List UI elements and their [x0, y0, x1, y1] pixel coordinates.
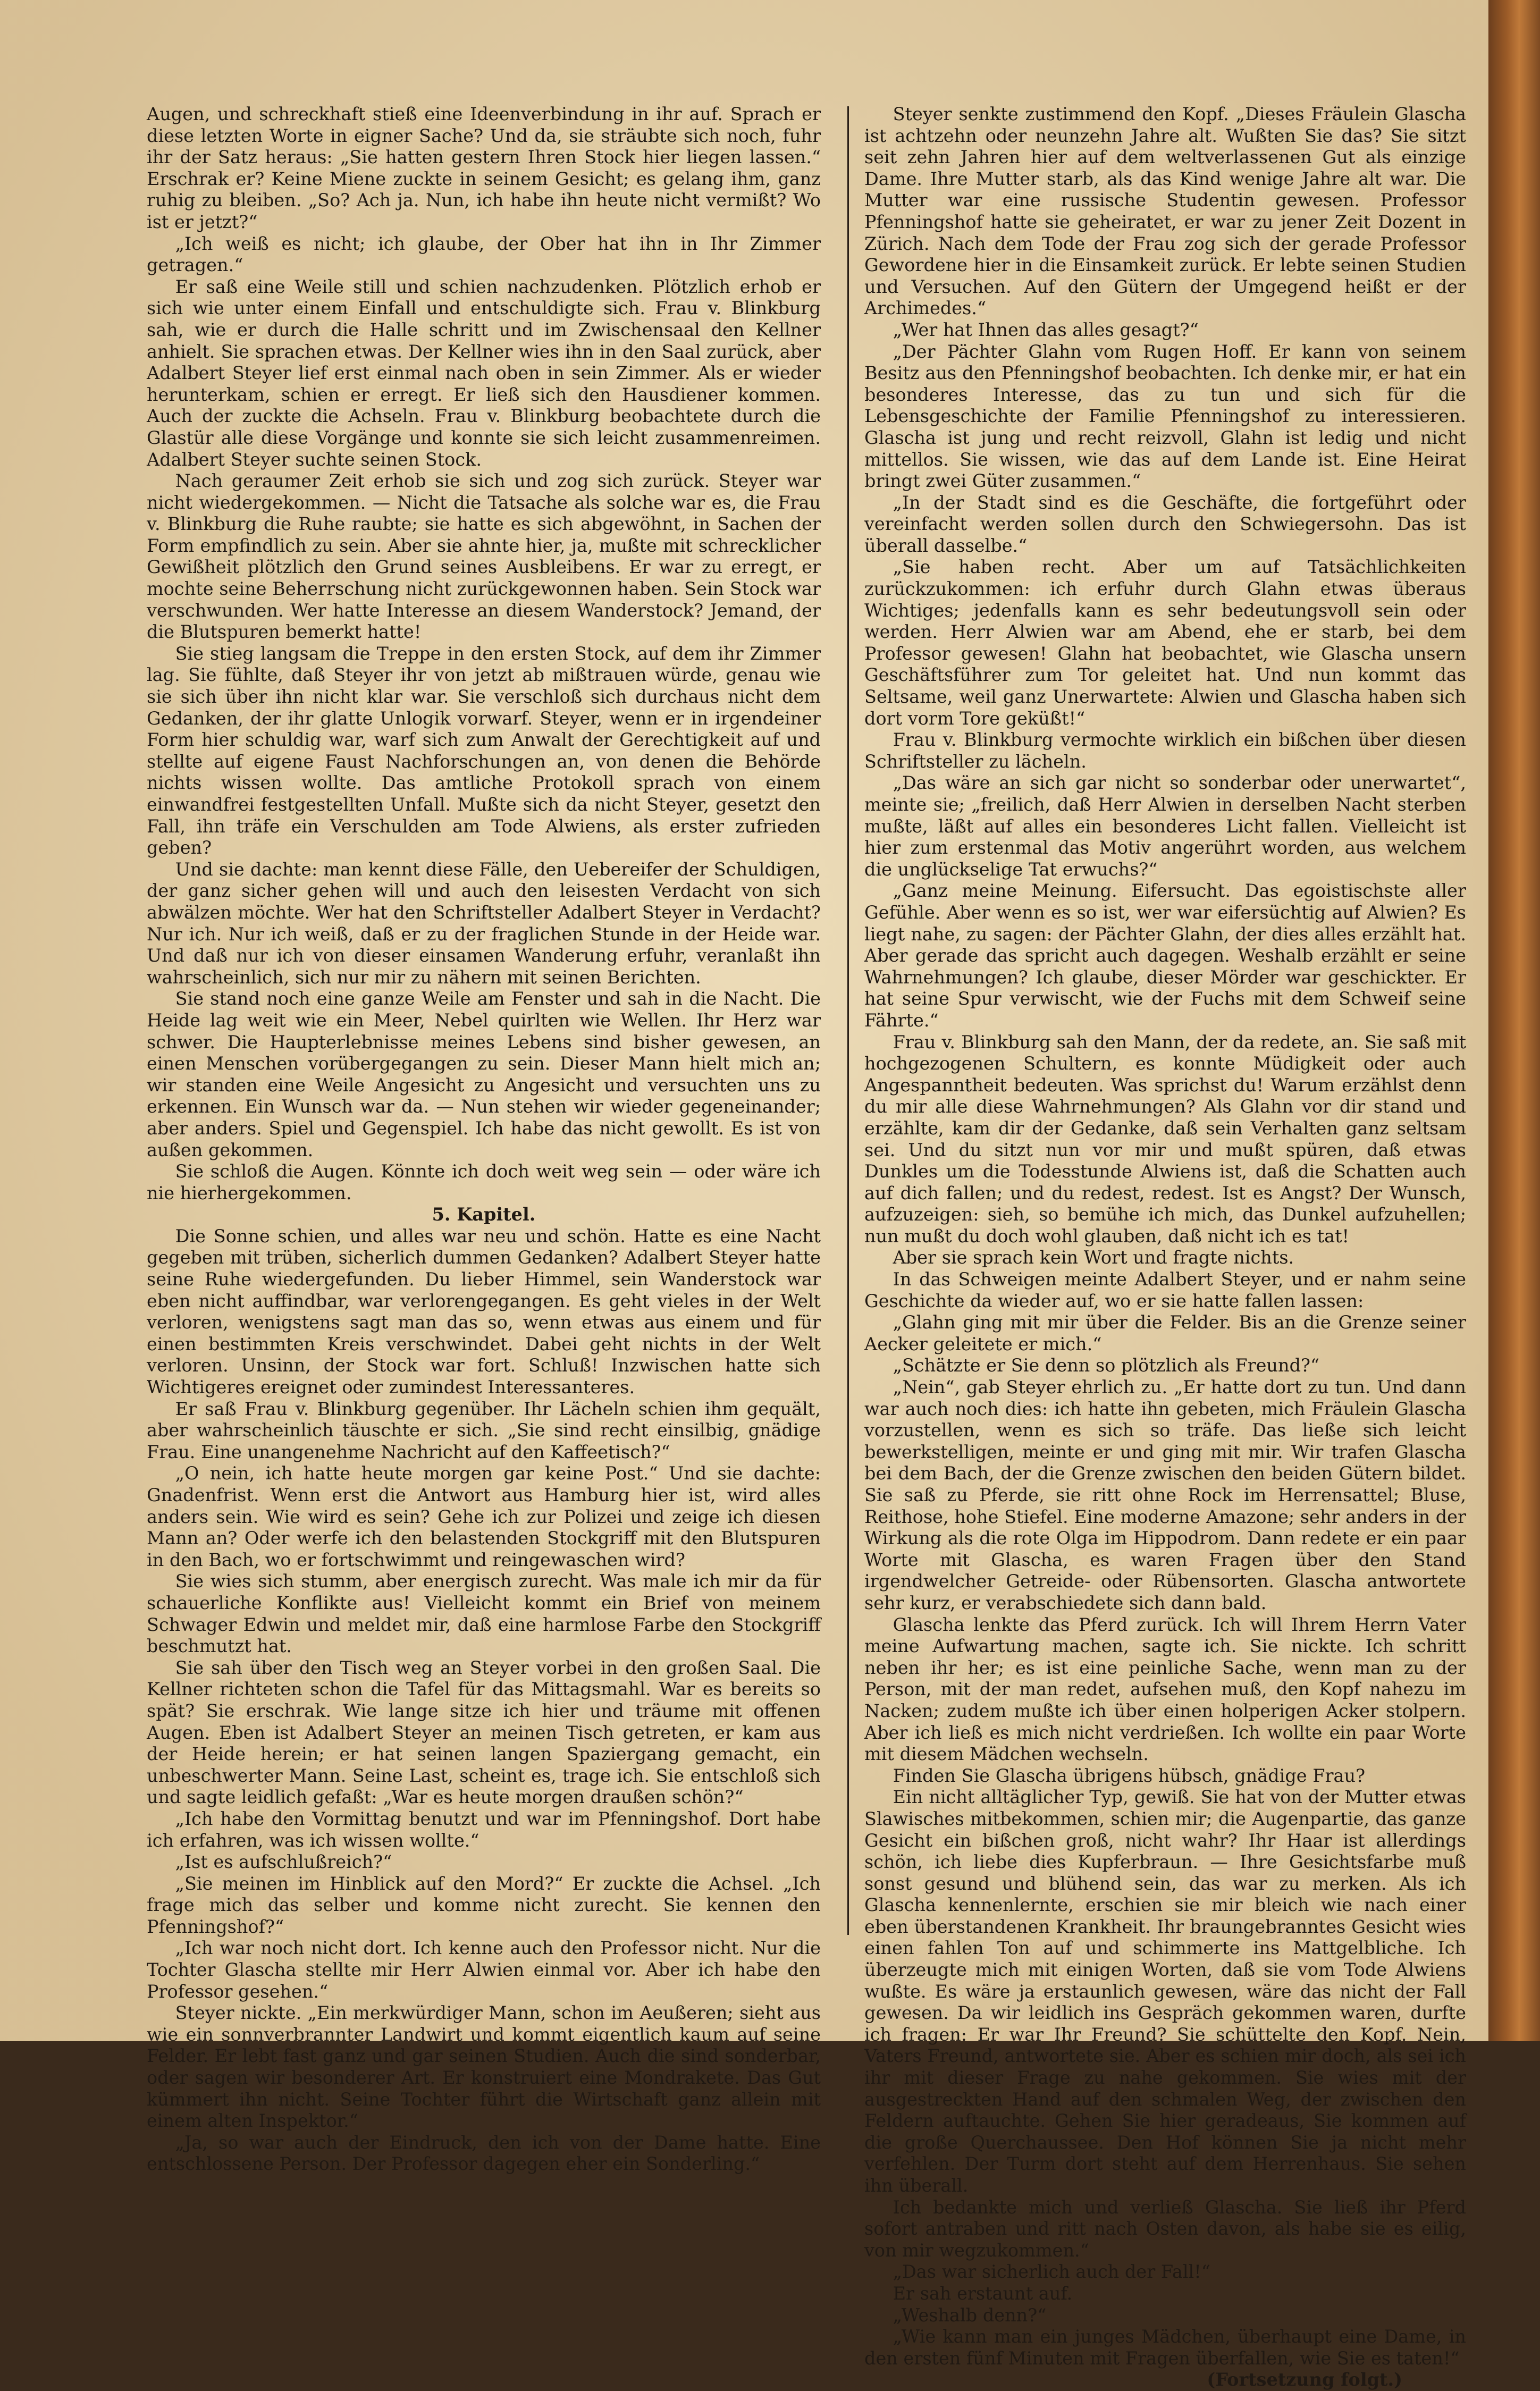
paragraph: „Weshalb denn?“	[893, 2304, 1047, 2326]
right-column	[864, 104, 1466, 2390]
paragraph: Finden Sie Glascha übrigens hübsch, gnädige Frau?	[893, 1765, 1366, 1786]
paragraph: Augen, und schreckhaft stieß eine Ideenverbindung in ihr auf. Sprach er diese letzten Worte in eigner Sache? Und da, sie sträubte sich noch, fuhr ihr der Satz heraus: „Sie hatten gestern Ihren Stock hier liegen lassen.“ Erschrak er? Keine Miene zuckte in seinem Gesicht; es gelang ihm, ganz ruhig zu bleiben. „So? Ach ja. Nun, ich habe ihn heute nicht vermißt? Wo ist er jetzt?“	[147, 104, 821, 232]
paragraph: Sie stand noch eine ganze Weile am Fenster und sah in die Nacht. Die Heide lag weit wie ein Meer, Nebel quirlten wie Wellen. Ihr Herz war schwer. Die Haupterlebnisse meines Lebens sind bisher gewesen, an einen Menschen vorübergegangen zu sein. Dieser Mann hielt mich an; wir standen eine Weile Angesicht zu Angesicht und versuchten uns zu erkennen. Ein Wunsch war da. — Nun stehen wir wieder gegeneinander; aber anders. Spiel und Gegenspiel. Ich habe das nicht gewollt. Es ist von außen gekommen.	[147, 988, 821, 1160]
paragraph: Sie stieg langsam die Treppe in den ersten Stock, auf dem ihr Zimmer lag. Sie fühlte, daß Steyer ihr von jetzt ab mißtrauen würde, genau wie sie sich über ihn nicht klar war. Sie verschloß sich durchaus nicht dem Gedanken, der ihr glatte Unlogik vorwarf. Steyer, wenn er in irgendeiner Form hier schuldig war, warf sich zum Anwalt der Gerechtigkeit auf und stellte auf eigene Faust Nachforschungen an, von denen die Behörde nichts wissen wollte. Das amtliche Protokoll sprach von einem einwandfrei festgestellten Unfall. Mußte sich da nicht Steyer, gesetzt den Fall, ihn träfe ein Verschulden am Tode Alwiens, als erster zufrieden geben?	[147, 643, 821, 858]
paragraph: Sie wies sich stumm, aber energisch zurecht. Was male ich mir da für schauerliche Konflikte aus! Vielleicht kommt ein Brief von meinem Schwager Edwin und meldet mir, daß eine harmlose Farbe den Stockgriff beschmutzt hat.	[147, 1571, 821, 1657]
paragraph: „Wer hat Ihnen das alles gesagt?“	[893, 319, 1199, 340]
binding-spine	[1488, 0, 1540, 2041]
left-column	[147, 104, 821, 2175]
paragraph: Glascha lenkte das Pferd zurück. Ich will Ihrem Herrn Vater meine Aufwartung machen, sagte ich. Sie nickte. Ich schritt neben ihr her; es ist eine peinliche Sache, wenn man zu der Person, mit der man redet, aufsehen muß, den Kopf nahezu im Nacken; zudem mußte ich über einen holperigen Acker stolpern. Aber ich ließ es mich nicht verdrießen. Ich wollte ein paar Worte mit diesem Mädchen wechseln.	[864, 1614, 1466, 1765]
paragraph: Er saß Frau v. Blinkburg gegenüber. Ihr Lächeln schien ihm gequält, aber wahrscheinlich täuschte er sich. „Sie sind recht einsilbig, gnädige Frau. Eine unangenehme Nachricht auf den Kaffeetisch?“	[147, 1398, 821, 1462]
paragraph: „Glahn ging mit mir über die Felder. Bis an die Grenze seiner Aecker geleitete er mich.“	[864, 1312, 1466, 1354]
paragraph: „Ich weiß es nicht; ich glaube, der Ober hat ihn in Ihr Zimmer getragen.“	[147, 233, 821, 276]
paragraph: „Das wäre an sich gar nicht so sonderbar oder unerwartet“, meinte sie; „freilich, daß Herr Alwien in derselben Nacht sterben mußte, läßt auf alles ein besonderes Licht fallen. Vielleicht ist hier zum erstenmal das Motiv angerührt worden, aus welchem die unglückselige Tat erwuchs?“	[864, 772, 1466, 880]
continuation-note: (Fortsetzung folgt.)	[1207, 2369, 1402, 2390]
paragraph: Die Sonne schien, und alles war neu und schön. Hatte es eine Nacht gegeben mit trüben, sicherlich dummen Gedanken? Adalbert Steyer hatte seine Ruhe wiedergefunden. Du lieber Himmel, sein Wanderstock war eben nicht auffindbar, war verlorengegangen. Es geht vieles in der Welt verloren, wenigstens sagt man das so, wenn etwas aus einem und für einen bestimmten Kreis verschwindet. Dabei geht nichts in der Welt verloren. Unsinn, der Stock war fort. Schluß! Inzwischen hatte sich Wichtigeres ereignet oder zumindest Interessanteres.	[147, 1225, 821, 1398]
paragraph: Er saß eine Weile still und schien nachzudenken. Plötzlich erhob er sich wie unter einem Einfall und entschuldigte sich. Frau v. Blinkburg sah, wie er durch die Halle schritt und im Zwischensaal den Kellner anhielt. Sie sprachen etwas. Der Kellner wies ihn in den Saal zurück, aber Adalbert Steyer lief erst einmal nach oben in sein Zimmer. Als er wieder herunterkam, schien er erregt. Er ließ sich den Hausdiener kommen. Auch der zuckte die Achseln. Frau v. Blinkburg beobachtete durch die Glastür alle diese Vorgänge und konnte sie sich leicht zusammenreimen. Adalbert Steyer suchte seinen Stock.	[147, 276, 821, 470]
paragraph: „Ich habe den Vormittag benutzt und war im Pfenningshof. Dort habe ich erfahren, was ich wissen wollte.“	[147, 1808, 821, 1851]
paragraph: „Sie meinen im Hinblick auf den Mord?“ Er zuckte die Achsel. „Ich frage mich das selber und komme nicht zurecht. Sie kennen den Pfenningshof?“	[147, 1873, 821, 1937]
paragraph: Er sah erstaunt auf.	[893, 2283, 1073, 2304]
paragraph: „O nein, ich hatte heute morgen gar keine Post.“ Und sie dachte: Gnadenfrist. Wenn erst die Antwort aus Hamburg hier ist, wird alles anders sein. Wie wird es sein? Gehe ich zur Polizei und zeige ich diesen Mann an? Oder werfe ich den belastenden Stockgriff mit den Blutspuren in den Bach, wo er fortschwimmt und reingewaschen wird?	[147, 1463, 821, 1570]
column-divider	[847, 106, 849, 1935]
paragraph: Steyer nickte. „Ein merkwürdiger Mann, schon im Aeußeren; sieht aus wie ein sonnverbrannter Landwirt und kommt eigentlich kaum auf seine Felder. Er lebt fast ganz und gar seinen Studien. Auch die sind sonderbar, oder sagen wir besonderer Art. Er konstruiert eine Mondrakete. Das Gut kümmert ihn nicht. Seine Tochter führt die Wirtschaft ganz allein mit einem alten Inspektor.“	[147, 2002, 821, 2132]
paragraph: „Der Pächter Glahn vom Rugen Hoff. Er kann von seinem Besitz aus den Pfenningshof beobachten. Ich denke mir, er hat ein besonderes Interesse, das zu tun und sich für die Lebensgeschichte der Familie Pfenningshof zu interessieren. Glascha ist jung und recht reizvoll, Glahn ist ledig und nicht mittellos. Sie wissen, wie das auf dem Lande ist. Eine Heirat bringt zwei Güter zusammen.“	[864, 341, 1466, 492]
paragraph: „Ist es aufschlußreich?“	[175, 1851, 392, 1873]
paragraph: „Schätzte er Sie denn so plötzlich als Freund?“	[893, 1355, 1320, 1376]
paragraph: Ich bedankte mich und verließ Glascha. Sie ließ ihr Pferd sofort antraben und ritt nach Osten davon, als habe sie es eilig, von mir wegzukommen.“	[864, 2196, 1466, 2261]
paragraph: Sie schloß die Augen. Könnte ich doch weit weg sein — oder wäre ich nie hierhergekommen.	[147, 1161, 821, 1203]
paragraph: „Das war sicherlich auch der Fall!“	[893, 2261, 1210, 2283]
paragraph: „Ganz meine Meinung. Eifersucht. Das egoistischste aller Gefühle. Aber wenn es so ist, wer war eifersüchtig auf Alwien? Es liegt nahe, zu sagen: der Pächter Glahn, der dies alles erzählt hat. Aber gerade das spricht auch dagegen. Weshalb erzählt er seine Wahrnehmungen? Ich glaube, dieser Mörder war geschickter. Er hat seine Spur verwischt, wie der Fuchs mit dem Schweif seine Fährte.“	[864, 880, 1466, 1031]
paragraph: „Wie kann man ein junges Mädchen, überhaupt eine Dame, in den ersten fünf Minuten mit Fragen überfallen, wie Sie es taten!“	[864, 2326, 1466, 2369]
paragraph: „Ich war noch nicht dort. Ich kenne auch den Professor nicht. Nur die Tochter Glascha stellte mir Herr Alwien einmal vor. Aber ich habe den Professor gesehen.“	[147, 1938, 821, 2002]
paragraph: Frau v. Blinkburg vermochte wirklich ein bißchen über diesen Schriftsteller zu lächeln.	[864, 729, 1466, 772]
paragraph: Frau v. Blinkburg sah den Mann, der da redete, an. Sie saß mit hochgezogenen Schultern, es konnte Müdigkeit oder auch Angespanntheit bedeuten. Was sprichst du! Warum erzählst denn du mir alle diese Wahrnehmungen? Als Glahn vor dir stand und erzählte, kam dir der Gedanke, daß sein Verhalten ganz seltsam sei. Und du sitzt nun vor mir und mußt spüren, daß etwas Dunkles um die Todesstunde Alwiens ist, daß die Schatten auch auf dich fallen; und du redest, redest. Ist es Angst? Der Wunsch, aufzuzeigen: sieh, so bemühe ich mich, das Dunkel aufzuhellen; nun mußt du doch wohl glauben, daß nicht ich es tat!	[864, 1031, 1466, 1247]
paragraph: Ein nicht alltäglicher Typ, gewiß. Sie hat von der Mutter etwas Slawisches mitbekommen, schien mir; die Augenpartie, das ganze Gesicht ein bißchen groß, nicht wahr? Ihr Haar ist allerdings schön, ich liebe dies Kupferbraun. — Ihre Gesichtsfarbe muß sonst gesund und blühend sein, das war zu merken. Als ich Glascha kennenlernte, erschien sie mir bleich wie nach einer eben überstandenen Krankheit. Ihr braungebranntes Gesicht wies einen fahlen Ton auf und schimmerte ins Mattgelbliche. Ich überzeugte mich mit einigen Worten, daß sie vom Tode Alwiens wußte. Es wäre ja erstaunlich gewesen, wäre das nicht der Fall gewesen. Da wir leidlich ins Gespräch gekommen waren, durfte ich fragen: Er war Ihr Freund? Sie schüttelte den Kopf. Nein, Vaters Freund, antwortete sie. Aber es schien mir doch, als sei ich ihr mit dieser Frage zu nahe gekommen. Sie wies mit der ausgestreckten Hand auf den schmalen Weg, der zwischen den Feldern auftauchte. Gehen Sie hier geradeaus, Sie kommen auf die große Querchaussee. Den Hof können Sie ja nicht mehr verfehlen. Der Turm dort steht auf dem Herrenhaus. Sie sehen ihn überall.	[864, 1787, 1466, 2196]
paragraph: Sie sah über den Tisch weg an Steyer vorbei in den großen Saal. Die Kellner richteten schon die Tafel für das Mittagsmahl. War es bereits so spät? Sie erschrak. Wie lange sitze ich hier und träume mit offenen Augen. Eben ist Adalbert Steyer an meinen Tisch getreten, er kam aus der Heide herein; er hat seinen langen Spaziergang gemacht, ein unbeschwerter Mann. Seine Last, scheint es, trage ich. Sie entschloß sich und sagte leidlich gefaßt: „War es heute morgen draußen schön?“	[147, 1657, 821, 1808]
paragraph: „Ja, so war auch der Eindruck, den ich von der Dame hatte. Eine entschlossene Person. Der Professor dagegen eher ein Sonderling.“	[147, 2132, 821, 2175]
paragraph: „In der Stadt sind es die Geschäfte, die fortgeführt oder vereinfacht werden sollen durch den Schwiegersohn. Das ist überall dasselbe.“	[864, 492, 1466, 556]
chapter-heading: 5. Kapitel.	[432, 1204, 536, 1225]
paragraph: In das Schweigen meinte Adalbert Steyer, und er nahm seine Geschichte da wieder auf, wo er sie hatte fallen lassen:	[864, 1269, 1466, 1311]
paragraph: „Nein“, gab Steyer ehrlich zu. „Er hatte dort zu tun. Und dann war auch noch dies: ich hatte ihn gebeten, mich Fräulein Glascha vorzustellen, wenn es sich so träfe. Das ließe sich leicht bewerkstelligen, meinte er und ging mit mir. Wir trafen Glascha bei dem Bach, der die Grenze zwischen den beiden Gütern bildet. Sie saß zu Pferde, sie ritt ohne Rock im Herrensattel; Bluse, Reithose, hohe Stiefel. Eine moderne Amazone; sehr anders in der Wirkung als die rote Olga im Hippodrom. Dann redete er ein paar Worte mit Glascha, es waren Fragen über den Stand irgendwelcher Getreide- oder Rübensorten. Glascha antwortete sehr kurz, er verabschiedete sich dann bald.	[864, 1377, 1466, 1613]
paragraph: Aber sie sprach kein Wort und fragte nichts.	[893, 1247, 1294, 1268]
paragraph: Nach geraumer Zeit erhob sie sich und zog sich zurück. Steyer war nicht wiedergekommen. — Nicht die Tatsache als solche war es, die Frau v. Blinkburg die Ruhe raubte; sie hatte es sich abgewöhnt, in Sachen der Form empfindlich zu sein. Aber sie ahnte hier, ja, mußte mit schrecklicher Gewißheit plötzlich den Grund seines Ausbleibens. Er war zu erregt, er mochte seine Beherrschung nicht zurückgewonnen haben. Sein Stock war verschwunden. Wer hatte Interesse an diesem Wanderstock? Jemand, der die Blutspuren bemerkt hatte!	[147, 470, 821, 643]
paragraph: „Sie haben recht. Aber um auf Tatsächlichkeiten zurückzukommen: ich erfuhr durch Glahn etwas überaus Wichtiges; jedenfalls kann es sehr bedeutungsvoll sein oder werden. Herr Alwien war am Abend, ehe er starb, bei dem Professor gewesen! Glahn hat beobachtet, wie Glascha unsern Geschäftsführer zum Tor geleitet hat. Und nun kommt das Seltsame, weil ganz Unerwartete: Alwien und Glascha haben sich dort vorm Tore geküßt!“	[864, 557, 1466, 729]
paragraph: Steyer senkte zustimmend den Kopf. „Dieses Fräulein Glascha ist achtzehn oder neunzehn Jahre alt. Wußten Sie das? Sie sitzt seit zehn Jahren hier auf dem weltverlassenen Gut als einzige Dame. Ihre Mutter starb, als das Kind wenige Jahre alt war. Die Mutter war eine russische Studentin gewesen. Professor Pfenningshof hatte sie geheiratet, er war zu jener Zeit Dozent in Zürich. Nach dem Tode der Frau zog sich der gerade Professor Gewordene hier in die Einsamkeit zurück. Er lebte seinen Studien und Versuchen. Auf den Gütern der Umgegend heißt er der Archimedes.“	[864, 104, 1466, 319]
paragraph: Und sie dachte: man kennt diese Fälle, den Uebereifer der Schuldigen, der ganz sicher gehen will und auch den leisesten Verdacht von sich abwälzen möchte. Wer hat den Schriftsteller Adalbert Steyer in Verdacht? Nur ich. Nur ich weiß, daß er zu der fraglichen Stunde in der Heide war. Und daß nur ich von dieser einsamen Wanderung erfuhr, veranlaßt ihn wahrscheinlich, sich nur mir zu nähern mit seinen Berichten.	[147, 858, 821, 988]
